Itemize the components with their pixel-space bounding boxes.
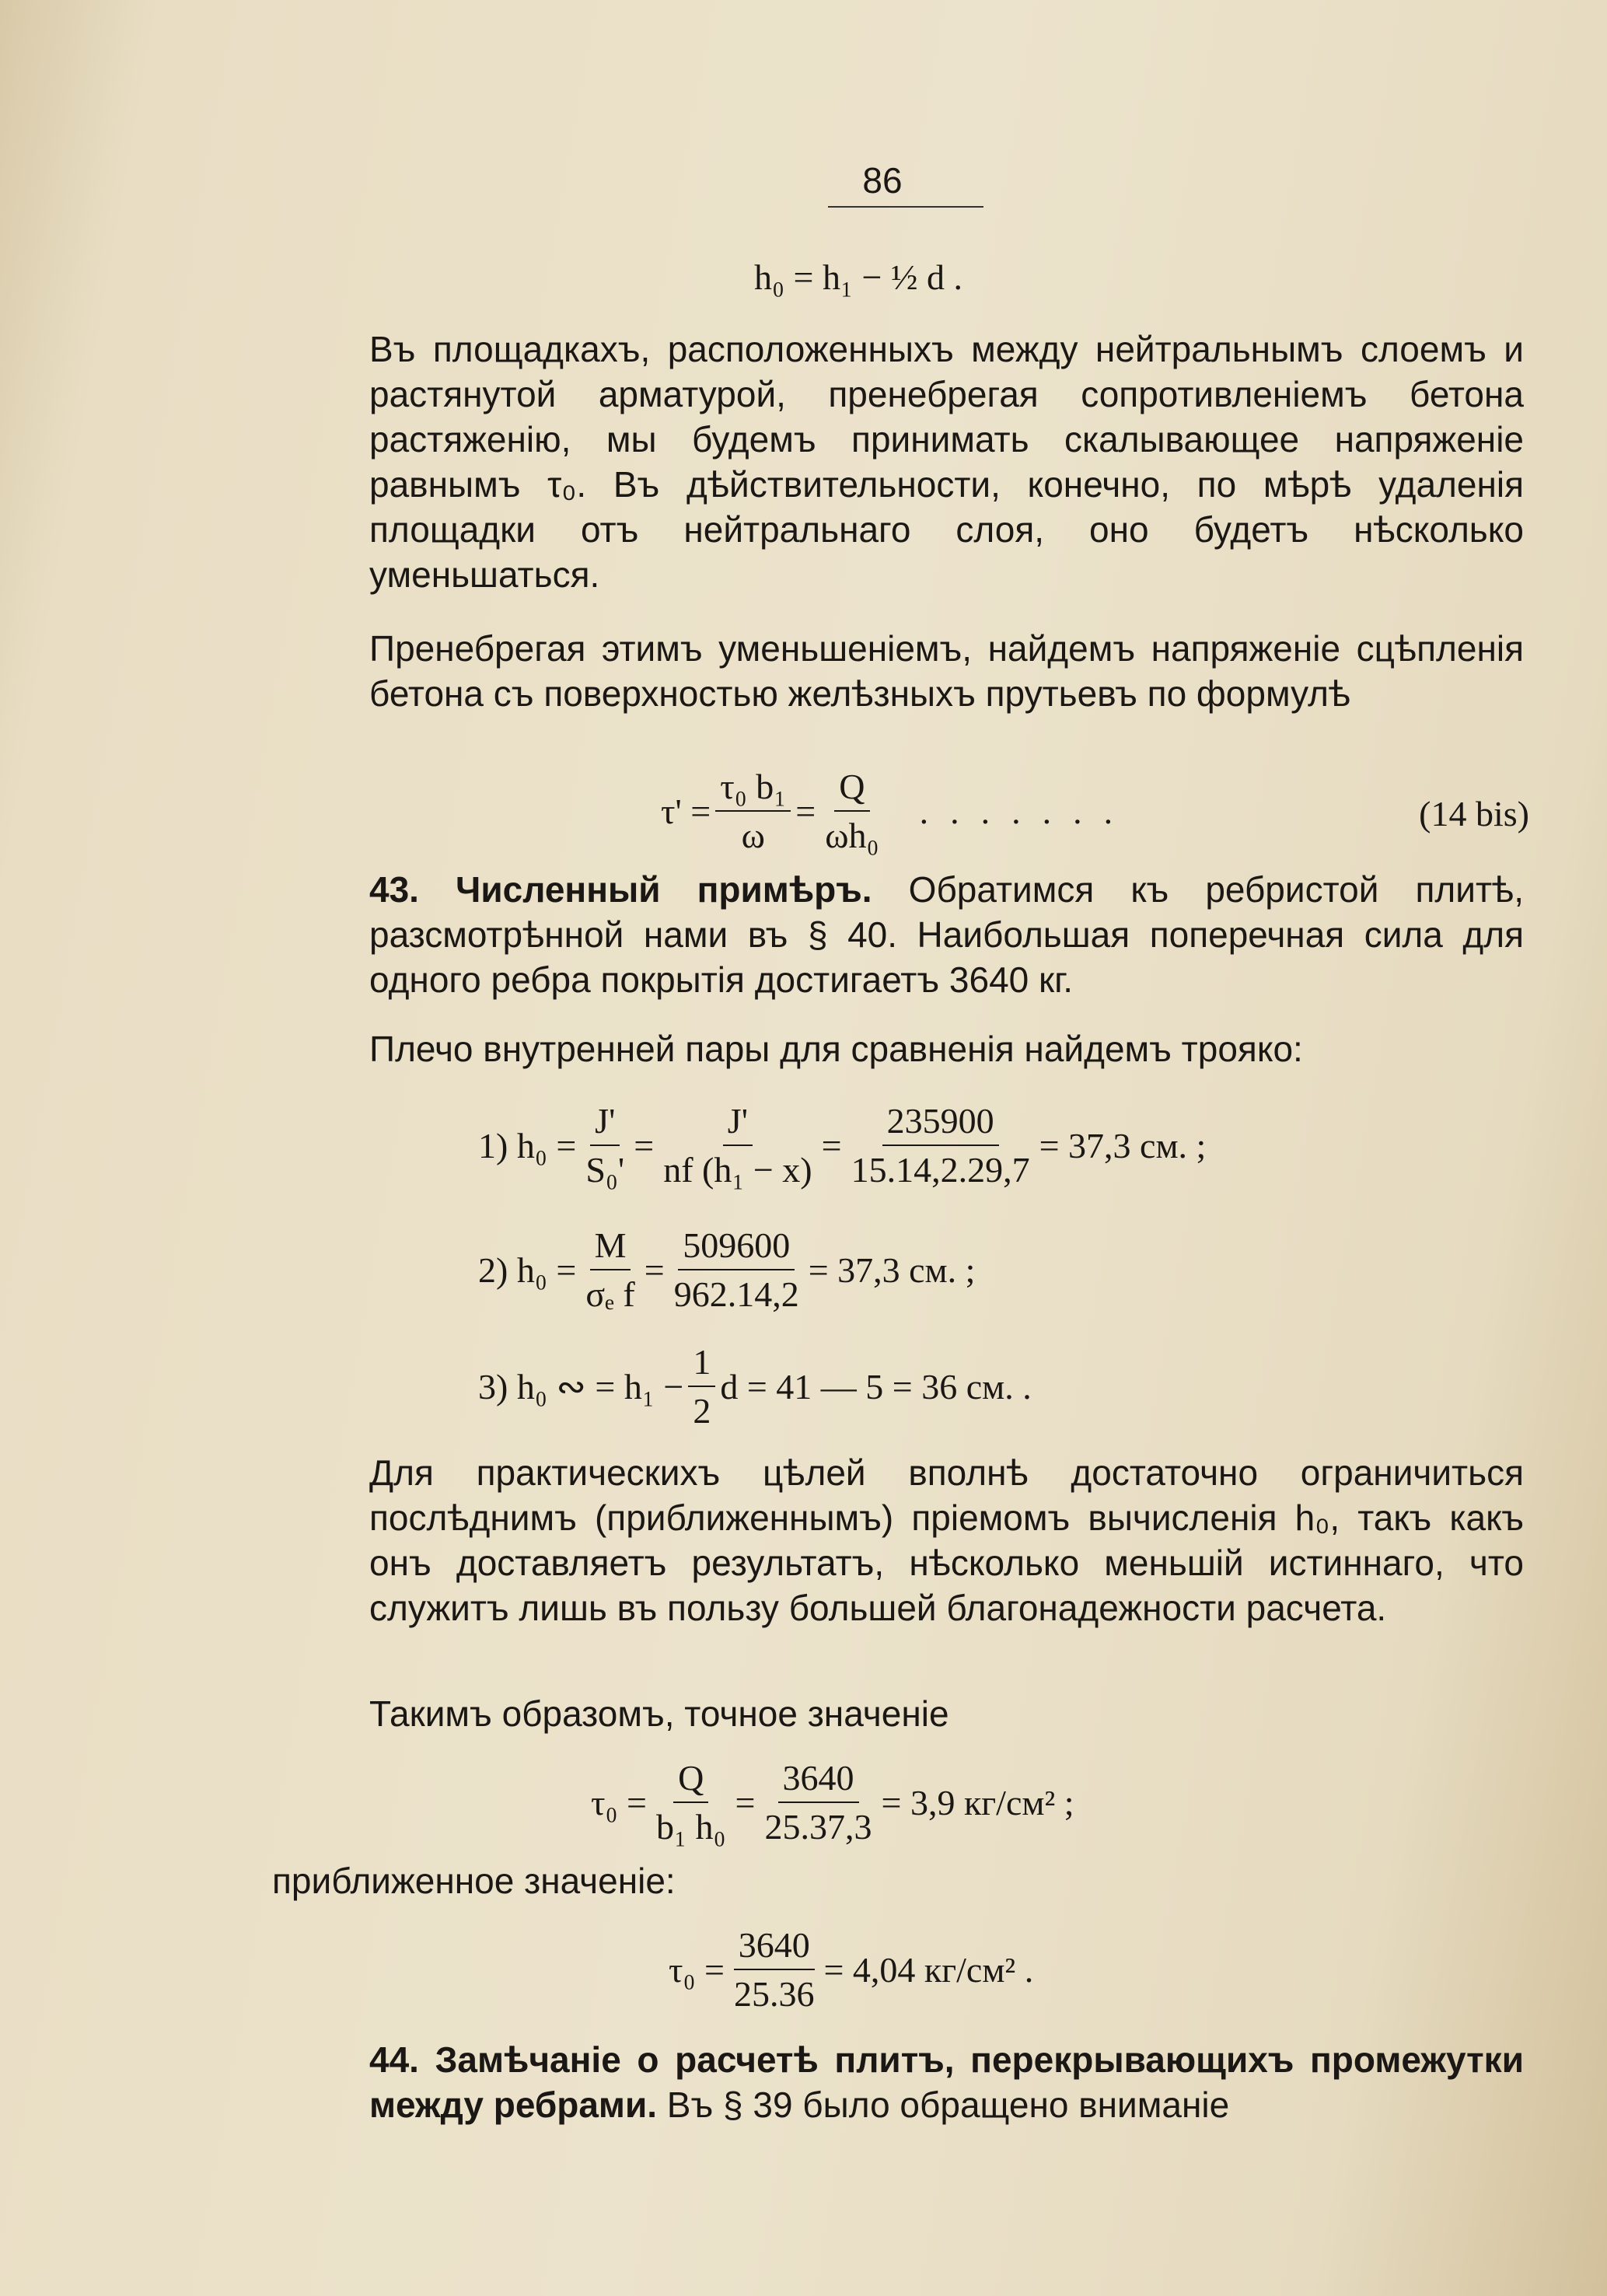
section-43-paragraph xyxy=(272,867,1524,1002)
paragraph-4-text: Для практическихъ цѣлей вполнѣ достаточно ограничиться послѣднимъ (приближеннымъ) пріемомъ вычисленія h₀, такъ какъ онъ доставляетъ результатъ, нѣсколько меньшій истиннаго, что служитъ лишь въ пользу большей благонадежности расчета. xyxy=(369,1452,1524,1628)
eq14-leader-dots: ....... xyxy=(919,791,1135,831)
paragraph-6-text: приближенное значеніе: xyxy=(272,1861,676,1901)
section-43 xyxy=(272,867,1524,1002)
exact-result: = 3,9 кг/см² ; xyxy=(881,1782,1074,1822)
equation-2: 2) h₀ = $\frac{M}{\text{σₑ f}}$ = $\frac{509600}{962.14,2}$ = 37,3 см. ; xyxy=(478,1225,976,1314)
formula-h0: h₀ = h₁ − ½ d . xyxy=(754,257,962,297)
eq3-n1: 1 xyxy=(688,1341,715,1387)
paragraph-3 xyxy=(272,1026,1524,1071)
paragraph-5 xyxy=(272,1691,1524,1736)
exact-n2: 3640 xyxy=(778,1757,859,1803)
eq3-result: d = 41 — 5 = 36 см. . xyxy=(720,1366,1032,1407)
eq1-d3: 15.14,2.29,7 xyxy=(851,1150,1030,1190)
equation-14bis xyxy=(661,766,1134,856)
paragraph-6 xyxy=(272,1858,1524,1903)
page-number-rule xyxy=(828,206,983,208)
eq1-label: 1) xyxy=(478,1125,508,1165)
eq1-n2: J' xyxy=(723,1100,753,1146)
eq1-result: = 37,3 см. ; xyxy=(1039,1125,1207,1165)
equation-1: 1) h₀ = $\frac{J'}{\text{S₀'}}$ = $\frac{J'}{\text{nf (h₁ − x)}}$ = $\frac{235900}{15.14,2.29,7}$ = 37,3 см. ; xyxy=(478,1101,1207,1190)
paragraph-2-text: Пренебрегая этимъ уменьшеніемъ, найдемъ напряженіе сцѣпленія бетона съ поверхностью желѣзныхъ прутьевъ по формулѣ xyxy=(369,628,1524,714)
eq2-n2: 509600 xyxy=(678,1225,795,1270)
section-44 xyxy=(272,2037,1524,2127)
exact-d2: 25.37,3 xyxy=(764,1807,872,1847)
section-43-title: 43. Численный примѣръ. xyxy=(369,869,872,910)
paragraph-3-text: Плечо внутренней пары для сравненія найдемъ трояко: xyxy=(369,1029,1303,1069)
paragraph-1-text: Въ площадкахъ, расположенныхъ между нейтральнымъ слоемъ и растянутой арматурой, пренебрегая сопротивленіемъ бетона растяженію, мы будемъ принимать скалывающее напряженіе равнымъ τ₀. Въ дѣйствительности, конечно, по мѣрѣ удаленія площадки отъ нейтральнаго слоя, оно будетъ нѣсколько уменьшаться. xyxy=(369,329,1524,595)
paragraph-1 xyxy=(272,327,1524,597)
eq14-lhs: τ' = xyxy=(661,791,711,831)
eq14-num1: τ₀ b₁ xyxy=(715,766,791,812)
eq14-den2: ωh₀ xyxy=(825,816,879,855)
approx-frac1 xyxy=(729,1924,819,2015)
exact-frac2 xyxy=(760,1757,877,1847)
page-number: 86 xyxy=(862,160,903,201)
approx-lhs: τ₀ = xyxy=(669,1949,725,1990)
section-44-paragraph xyxy=(272,2037,1524,2127)
equation-exact: τ₀ = $\frac{Q}{\text{b₁ h₀}}$ = $\frac{3640}{25.37,3}$ = 3,9 кг/см² ; xyxy=(591,1758,1074,1847)
eq2-frac1 xyxy=(581,1225,639,1315)
eq2-d1: σₑ f xyxy=(585,1274,635,1314)
eq14-frac2 xyxy=(820,766,883,856)
paragraph-5-text: Такимъ образомъ, точное значеніе xyxy=(369,1693,949,1734)
eq1-frac1 xyxy=(581,1100,629,1190)
eq14-equals: = xyxy=(795,791,816,831)
eq3-d1: 2 xyxy=(693,1391,711,1431)
eq3-frac1 xyxy=(688,1341,715,1431)
eq2-result: = 37,3 см. ; xyxy=(808,1249,976,1290)
equation-3 xyxy=(478,1341,1032,1431)
eq1-frac2 xyxy=(659,1100,816,1190)
approx-n1: 3640 xyxy=(734,1924,815,1970)
eq3-lhs: h₀ ∾ = h₁ − xyxy=(516,1367,684,1407)
equation-approx xyxy=(669,1924,1033,2015)
paragraph-4 xyxy=(272,1450,1524,1630)
eq2-lhs: h₀ = xyxy=(516,1249,577,1290)
eq14-num2: Q xyxy=(834,766,869,812)
eq14-label: (14 bis) xyxy=(1419,794,1529,833)
eq1-n1: J' xyxy=(590,1100,620,1146)
eq2-frac2 xyxy=(669,1225,804,1315)
eq1-d1: S₀' xyxy=(585,1150,625,1190)
exact-frac1 xyxy=(652,1757,731,1847)
exact-n1: Q xyxy=(673,1757,708,1803)
approx-result: = 4,04 кг/см² . xyxy=(823,1949,1034,1990)
eq2-label: 2) xyxy=(478,1249,508,1290)
approx-d1: 25.36 xyxy=(733,1974,815,2014)
eq1-d2: nf (h₁ − x) xyxy=(663,1150,812,1190)
eq1-frac3 xyxy=(847,1100,1035,1190)
exact-lhs: τ₀ = xyxy=(591,1782,647,1822)
paragraph-2 xyxy=(272,626,1524,716)
section-44-title: 44. Замѣчаніе о расчетѣ плитъ, перекрывающихъ промежутки между ребрами. xyxy=(369,2039,1524,2125)
eq1-n3: 235900 xyxy=(882,1100,999,1146)
eq2-n1: M xyxy=(590,1225,631,1270)
eq1-lhs: h₀ = xyxy=(516,1125,577,1165)
eq14-den1: ω xyxy=(741,816,765,855)
eq14-frac1 xyxy=(715,766,791,856)
eq3-label: 3) xyxy=(478,1366,508,1407)
section-44-text: Въ § 39 было обращено вниманіе xyxy=(666,2085,1230,2125)
exact-d1: b₁ h₀ xyxy=(655,1807,726,1847)
section-43-text: Обратимся къ ребристой плитѣ, разсмотрѣнной нами въ § 40. Наибольшая поперечная сила для одного ребра покрытія достигаетъ 3640 кг. xyxy=(369,869,1524,1000)
eq2-d2: 962.14,2 xyxy=(673,1274,799,1314)
